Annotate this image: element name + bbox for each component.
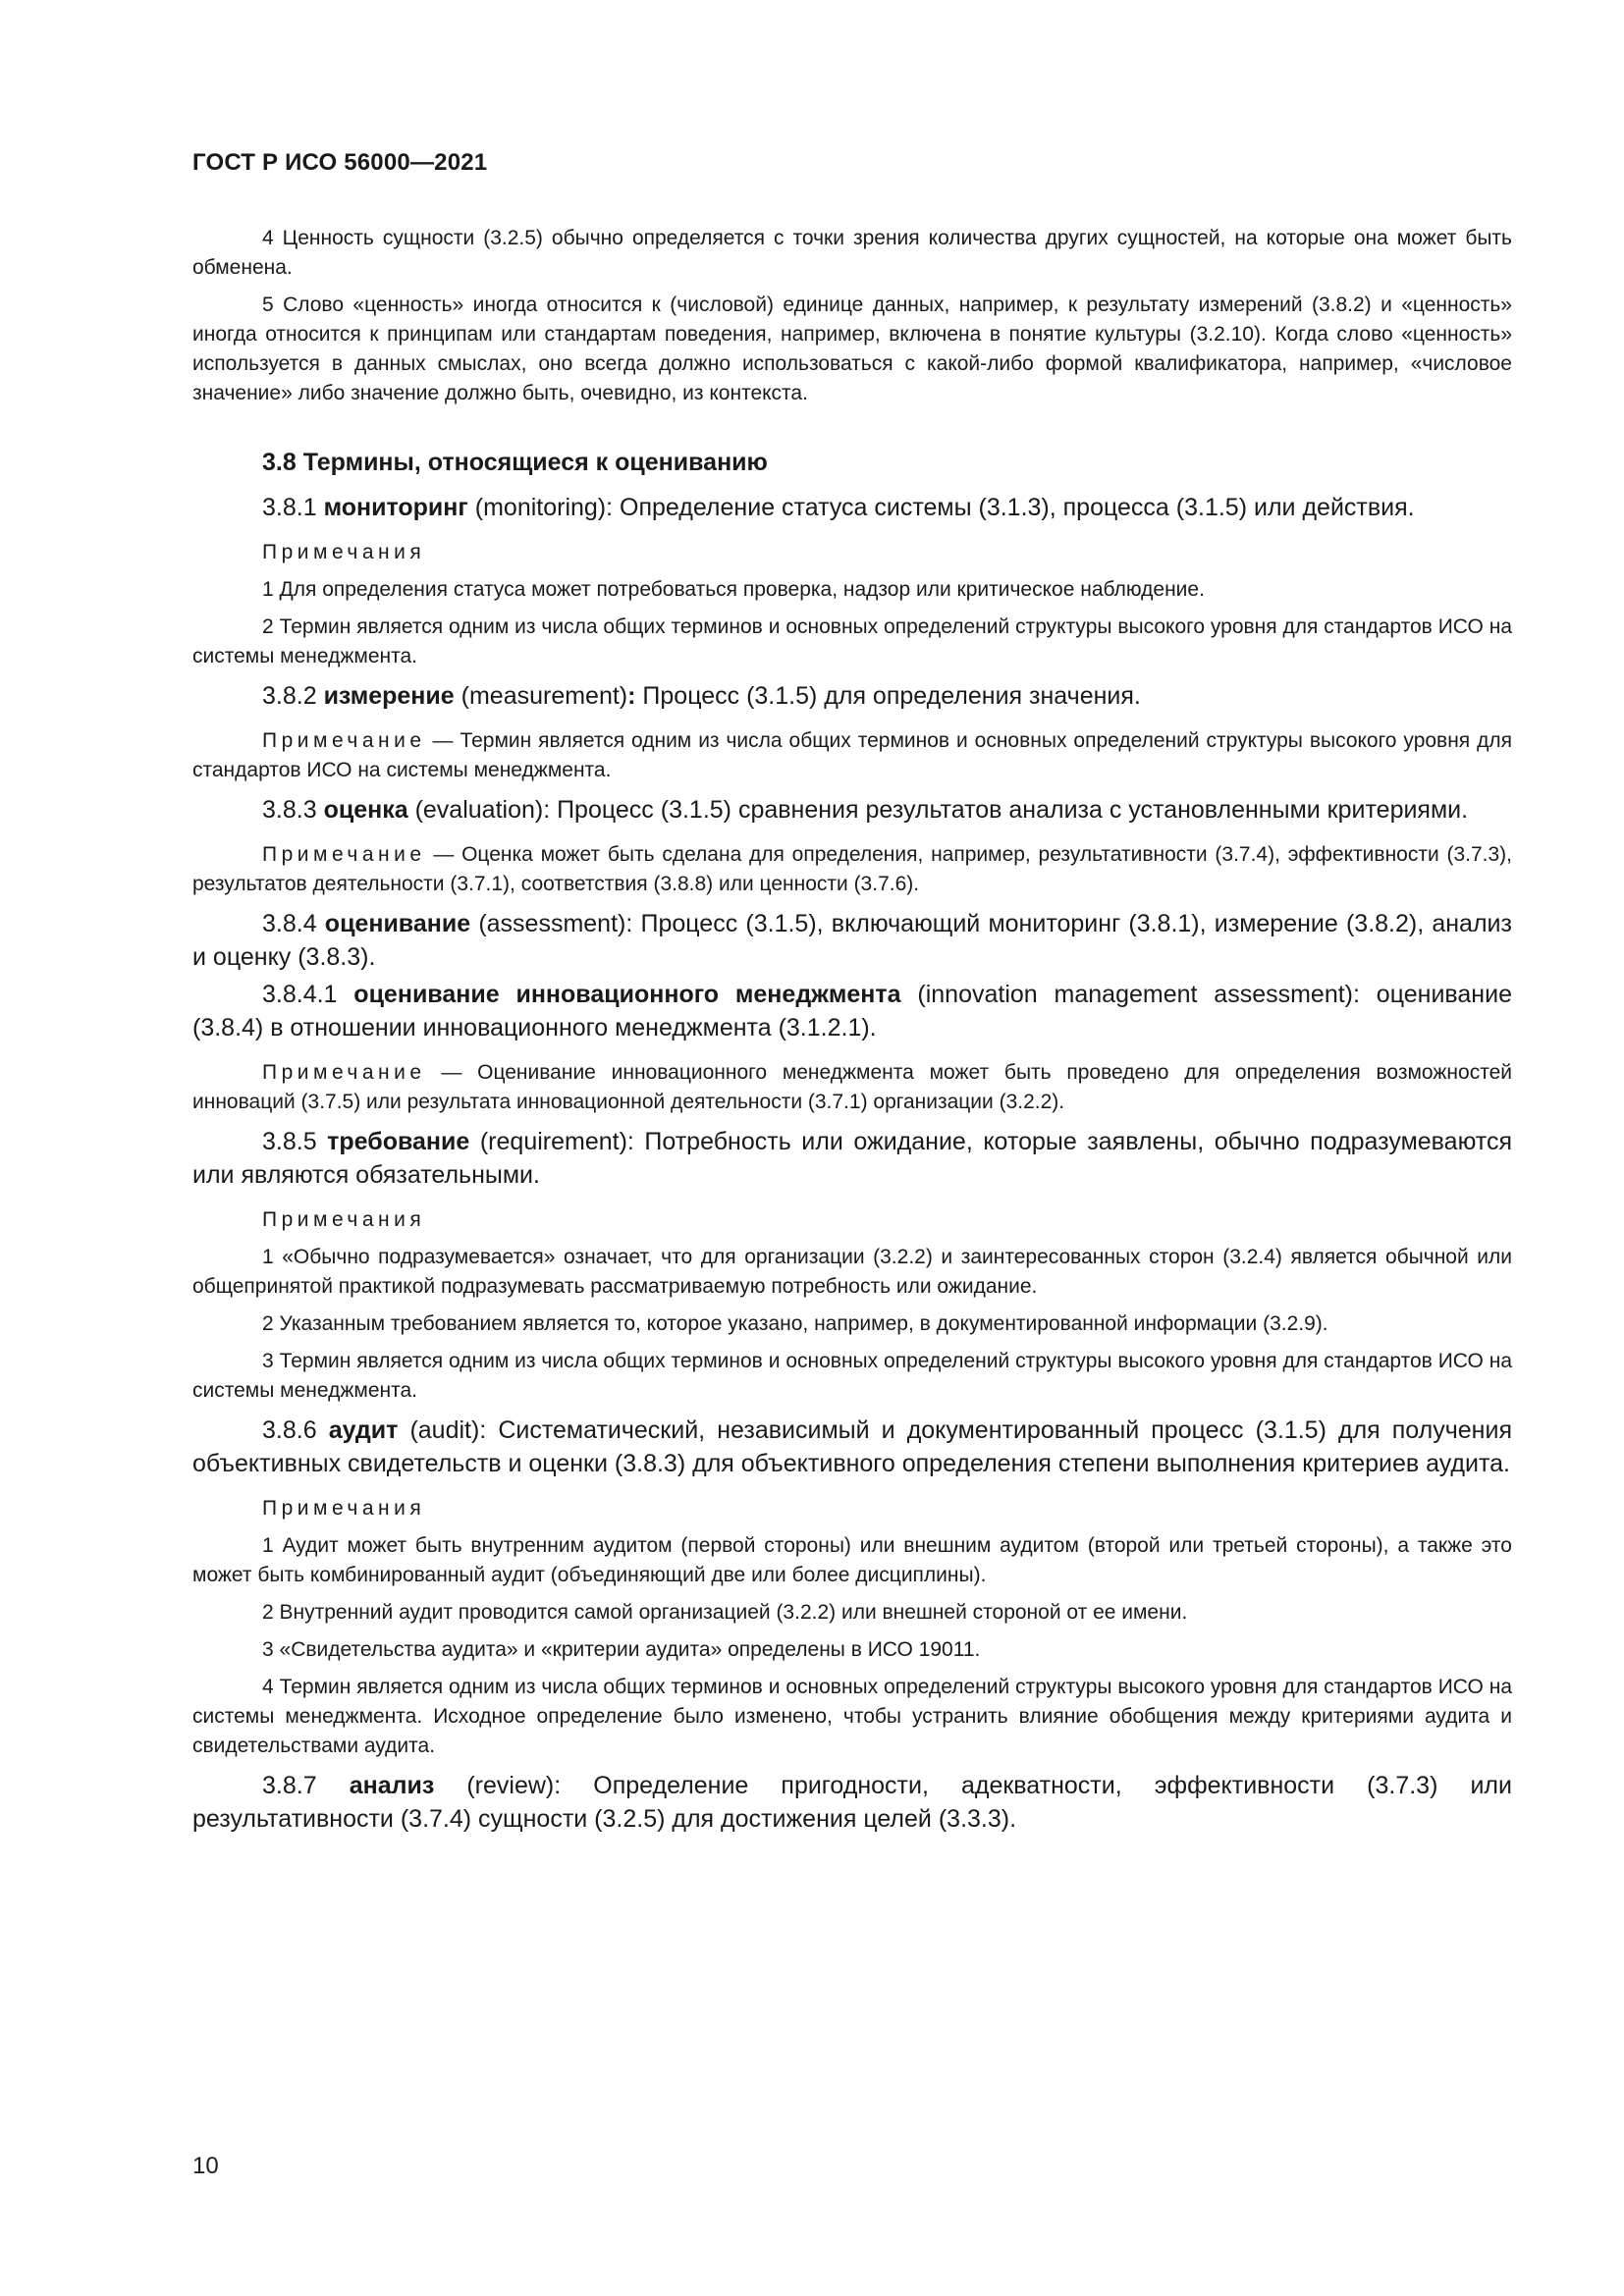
term-definition: (requirement): Потребность или ожидание, которые заявлены, обычно подразумеваются или являются обязательными. <box>192 1128 1512 1189</box>
term-number: 3.8.4.1 <box>262 981 354 1008</box>
term-definition: (evaluation): Процесс (3.1.5) сравнения результатов анализа с установленными критериями. <box>407 796 1469 824</box>
term-name: анализ <box>349 1772 435 1799</box>
note-paragraph <box>192 1058 1512 1117</box>
page-number: 10 <box>192 2153 219 2179</box>
note-paragraph: 1 «Обычно подразумевается» означает, что для организации (3.2.2) и заинтересованных сторон (3.2.4) является обычной или общепринятой практикой подразумевать рассматриваемую потребность или ожидание. <box>192 1246 1512 1298</box>
note-paragraph <box>192 726 1512 785</box>
note-label: Примечание <box>262 1061 426 1084</box>
term-definition: (audit): Систематический, независимый и документированный процесс (3.1.5) для получения объективных свидетельств и оценки (3.8.3) для объективного определения степени выполнения критериев аудита. <box>192 1416 1512 1477</box>
term-3-8-1 <box>192 491 1512 524</box>
note-paragraph: 3 «Свидетельства аудита» и «критерии аудита» определены в ИСО 19011. <box>262 1638 981 1661</box>
note-paragraph: 2 Термин является одним из числа общих терминов и основных определений структуры высокого уровня для стандартов ИСО на системы менеджмента. <box>192 615 1512 667</box>
term-number: 3.8.3 <box>262 796 324 824</box>
notes-label: Примечания <box>262 541 426 563</box>
note-paragraph: 4 Ценность сущности (3.2.5) обычно определяется с точки зрения количества других сущностей, на которые она может быть обменена. <box>192 227 1512 279</box>
term-definition: (monitoring): Определение статуса системы (3.1.3), процесса (3.1.5) или действия. <box>467 494 1415 521</box>
term-definition: (review): Определение пригодности, адекватности, эффективности (3.7.3) или результативности (3.7.4) сущности (3.2.5) для достижения целей (3.3.3). <box>192 1772 1512 1833</box>
term-number: 3.8.7 <box>262 1772 350 1799</box>
note-paragraph: 1 Аудит может быть внутренним аудитом (первой стороны) или внешним аудитом (второй или третьей стороны), а также это может быть комбинированный аудит (объединяющий две или более дисциплины). <box>192 1534 1512 1586</box>
note-paragraph: 4 Термин является одним из числа общих терминов и основных определений структуры высокого уровня для стандартов ИСО на системы менеджмента. Исходное определение было изменено, чтобы устранить влияние обобщения между критериями аудита и свидетельствами аудита. <box>192 1676 1512 1757</box>
note-label: Примечание <box>262 729 426 752</box>
note-paragraph <box>192 840 1512 899</box>
term-3-8-4 <box>192 907 1512 974</box>
note-text: — Термин является одним из числа общих терминов и основных определений структуры высокого уровня для стандартов ИСО на системы менеджмента. <box>192 729 1512 781</box>
term-name: измерение <box>323 682 455 710</box>
section-heading: 3.8 Термины, относящиеся к оцениванию <box>262 449 768 476</box>
term-definition: Процесс (3.1.5) для определения значения. <box>635 682 1141 710</box>
term-number: 3.8.4 <box>262 910 325 937</box>
term-definition-part: (measurement) <box>454 682 628 710</box>
document-body <box>192 224 1512 1849</box>
term-3-8-7 <box>192 1769 1512 1836</box>
note-paragraph: 2 Указанным требованием является то, которое указано, например, в документированной информации (3.2.9). <box>262 1312 1328 1335</box>
term-3-8-2 <box>192 679 1512 713</box>
notes-label: Примечания <box>262 1208 426 1231</box>
note-paragraph: 1 Для определения статуса может потребоваться проверка, надзор или критическое наблюдение. <box>262 578 1205 601</box>
term-3-8-5 <box>192 1125 1512 1192</box>
term-3-8-3 <box>192 793 1512 827</box>
term-3-8-4-1 <box>192 978 1512 1044</box>
term-definition: (assessment): Процесс (3.1.5), включающий мониторинг (3.8.1), измерение (3.8.2), анализ и оценку (3.8.3). <box>192 910 1512 971</box>
term-number: 3.8.2 <box>262 682 324 710</box>
term-name: аудит <box>328 1416 399 1444</box>
term-definition: (innovation management assessment): оценивание (3.8.4) в отношении инновационного менеджмента (3.1.2.1). <box>192 981 1512 1041</box>
term-number: 3.8.6 <box>262 1416 329 1444</box>
note-paragraph: 2 Внутренний аудит проводится самой организацией (3.2.2) или внешней стороной от ее имени. <box>262 1601 1188 1624</box>
note-paragraph: 3 Термин является одним из числа общих терминов и основных определений структуры высокого уровня для стандартов ИСО на системы менеджмента. <box>192 1350 1512 1402</box>
term-name: оценивание <box>324 910 471 937</box>
term-name: оценка <box>323 796 408 824</box>
note-text: — Оценивание инновационного менеджмента может быть проведено для определения возможностей инноваций (3.7.5) или результата инновационной деятельности (3.7.1) организации (3.2.2). <box>192 1061 1512 1113</box>
term-name: требование <box>327 1128 470 1155</box>
notes-label: Примечания <box>262 1497 426 1520</box>
term-number: 3.8.1 <box>262 494 324 521</box>
note-paragraph: 5 Слово «ценность» иногда относится к (числовой) единице данных, например, к результату измерений (3.8.2) и «ценность» иногда относится к принципам или стандартам поведения, например, включена в понятие культуры (3.2.10). Когда слово «ценность» используется в данных смыслах, оно всегда должно использоваться с какой-либо формой квалификатора, например, «числовое значение» либо значение должно быть, очевидно, из контекста. <box>192 294 1512 404</box>
term-name: оценивание инновационного менеджмента <box>353 981 901 1008</box>
term-number: 3.8.5 <box>262 1128 328 1155</box>
term-colon: : <box>627 682 636 710</box>
note-label: Примечание <box>262 843 426 866</box>
note-text: — Оценка может быть сделана для определения, например, результативности (3.7.4), эффективности (3.7.3), результатов деятельности (3.7.1), соответствия (3.8.8) или ценности (3.7.6). <box>192 843 1512 895</box>
term-3-8-6 <box>192 1414 1512 1480</box>
document-header: ГОСТ Р ИСО 56000—2021 <box>192 149 488 176</box>
term-name: мониторинг <box>323 494 468 521</box>
